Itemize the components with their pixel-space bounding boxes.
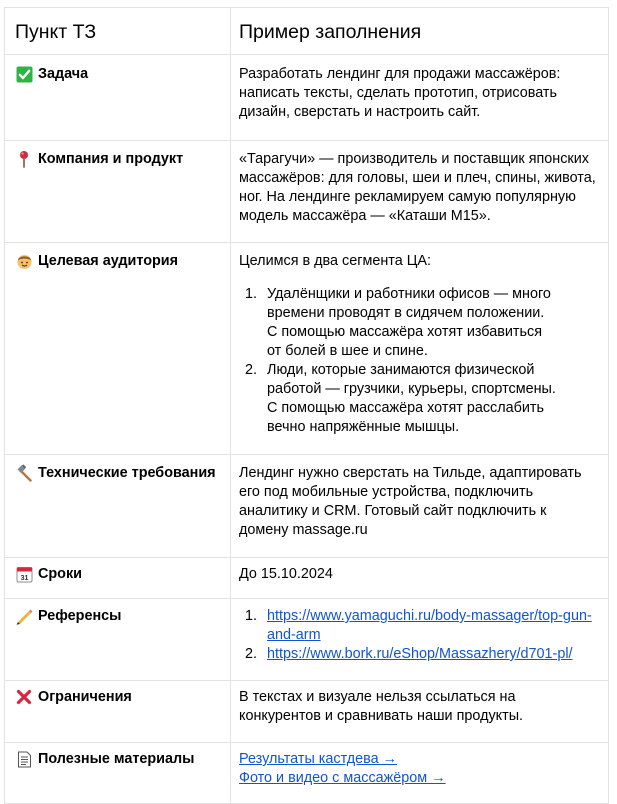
- list-item: 2. https://www.bork.ru/eShop/Massazhery/d701-pl/: [239, 645, 598, 664]
- header-row: [5, 8, 609, 55]
- limits-label: Ограничения: [38, 689, 132, 705]
- check-mark-icon: [15, 65, 33, 83]
- audience-list: [239, 285, 598, 437]
- face-icon: [15, 252, 33, 270]
- task-text: Разработать лендинг для продажи массажёров: написать тексты, сделать прототип, отрисовать дизайн, сверстать и настроить сайт.: [239, 66, 561, 120]
- header-col-example: Пример заполнения: [231, 8, 609, 55]
- calendar-day: 31: [20, 574, 28, 582]
- row-task: [5, 55, 609, 141]
- audience-intro: Целимся в два сегмента ЦА:: [239, 253, 431, 269]
- deadline-text: До 15.10.2024: [239, 566, 333, 582]
- calendar-icon: [15, 565, 33, 583]
- row-materials: [5, 743, 609, 804]
- hammer-icon: [15, 464, 33, 482]
- row-limits: [5, 681, 609, 743]
- tz-table: [4, 7, 609, 804]
- row-company: [5, 141, 609, 243]
- document-icon: [15, 750, 33, 768]
- audience-label: Целевая аудитория: [38, 253, 179, 269]
- row-tech: [5, 455, 609, 558]
- tech-label: Технические требования: [38, 465, 216, 481]
- pushpin-icon: [15, 150, 33, 168]
- audience-item-2-line1: Люди, которые занимаются физической работой — грузчики, курьеры, спортсмены.: [267, 362, 556, 397]
- materials-label: Полезные материалы: [38, 751, 195, 767]
- audience-item-1-line2: С помощью массажёра хотят избавиться от болей в шее и спине.: [267, 324, 542, 359]
- audience-item-2-line2: С помощью массажёра хотят расслабить вечно напряжённые мышцы.: [267, 400, 544, 435]
- list-item: 2. Люди, которые занимаются физической работой — грузчики, курьеры, спортсмены. С помощью массажёра хотят расслабить вечно напряжённые мышцы.: [239, 361, 598, 437]
- task-label: Задача: [38, 66, 89, 82]
- list-item: 1. Удалёнщики и работники офисов — много времени проводят в сидячем положении. С помощью массажёра хотят избавиться от болей в шее и спине.: [239, 285, 598, 361]
- limits-text: В текстах и визуале нельзя ссылаться на конкурентов и сравнивать наши продукты.: [239, 689, 524, 724]
- row-deadline: [5, 558, 609, 599]
- massager-media-link[interactable]: Фото и видео с массажёром →: [239, 770, 446, 786]
- refs-list: [239, 607, 598, 664]
- company-text: «Тарагучи» — производитель и поставщик японских массажёров: для головы, шеи и плеч, спины, живота, ног. На лендинге рекламируем самую популярную модель массажёра — «Каташи М15».: [239, 151, 596, 224]
- row-refs: [5, 599, 609, 681]
- deadline-label: Сроки: [38, 566, 83, 582]
- audience-item-1-line1: Удалёнщики и работники офисов — много времени проводят в сидячем положении.: [267, 286, 551, 321]
- custdev-results-link[interactable]: Результаты кастдева →: [239, 751, 397, 767]
- cross-mark-icon: [15, 688, 33, 706]
- tech-text: Лендинг нужно сверстать на Тильде, адаптировать его под мобильные устройства, подключить аналитику и CRM. Готовый сайт подключить к домену massage.ru: [239, 465, 582, 538]
- reference-link-2[interactable]: https://www.bork.ru/eShop/Massazhery/d701-pl/: [267, 646, 573, 662]
- header-col-item: Пункт ТЗ: [5, 8, 231, 55]
- reference-link-1[interactable]: https://www.yamaguchi.ru/body-massager/top-gun-and-arm: [267, 608, 592, 643]
- list-item: 1. https://www.yamaguchi.ru/body-massager/top-gun-and-arm: [239, 607, 598, 645]
- refs-label: Референсы: [38, 608, 122, 624]
- company-label: Компания и продукт: [38, 151, 184, 167]
- row-audience: [5, 243, 609, 455]
- pencil-icon: [15, 607, 33, 625]
